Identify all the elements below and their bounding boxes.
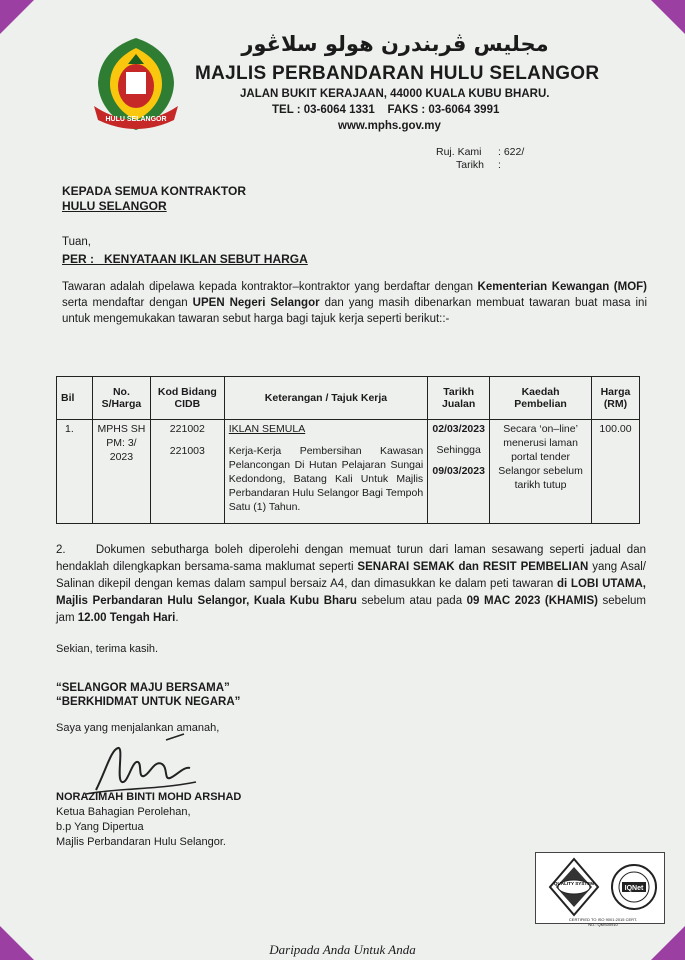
header-keterangan: Keterangan / Tajuk Kerja <box>224 377 427 420</box>
council-name: MAJLIS PERBANDARAN HULU SELANGOR <box>195 63 600 84</box>
council-address: JALAN BUKIT KERAJAAN, 44000 KUALA KUBU BHARU. <box>240 88 550 100</box>
corner-decoration-top-left <box>0 0 34 34</box>
cell-kod <box>150 420 224 524</box>
signatory-name: NORAZIMAH BINTI MOHD ARSHAD <box>56 791 242 803</box>
certification-badge <box>535 852 665 924</box>
recipient-line1: KEPADA SEMUA KONTRAKTOR <box>62 184 247 198</box>
council-website: www.mphs.gov.my <box>338 120 441 132</box>
signatory-for: b.p Yang Dipertua <box>56 821 144 833</box>
subject-line: PER : KENYATAAN IKLAN SEBUT HARGA <box>62 252 308 266</box>
quotation-table <box>56 376 640 524</box>
cell-tarikh <box>428 420 490 524</box>
logo-text: HULU SELANGOR <box>105 116 167 123</box>
certification-text: CERTIFIED TO ISO 9001:2015 CERT. NO.: QMS00910 <box>568 917 638 927</box>
header-bil: Bil <box>57 377 93 420</box>
kod-2: 221003 <box>169 445 205 457</box>
cell-bil: 1. <box>57 420 93 524</box>
tarikh-value: : <box>498 159 501 171</box>
ruj-value: : 622/ <box>498 146 525 158</box>
header-no: No. S/Harga <box>92 377 150 420</box>
council-phone: TEL : 03-6064 1331 FAKS : 03-6064 3991 <box>272 104 500 116</box>
kod-1: 221002 <box>169 423 205 435</box>
footer-slogan: Daripada Anda Untuk Anda <box>269 942 416 957</box>
salutation: Tuan, <box>62 236 91 248</box>
tarikh-to: 09/03/2023 <box>432 465 485 477</box>
closing-amanah: Saya yang menjalankan amanah, <box>56 722 220 734</box>
ket-heading: IKLAN SEMULA <box>228 423 306 435</box>
recipient <box>62 184 246 214</box>
signatory-block <box>56 790 241 850</box>
tarikh-mid: Sehingga <box>436 444 481 456</box>
tarikh-from: 02/03/2023 <box>432 423 485 435</box>
cell-harga: 100.00 <box>591 420 639 524</box>
header-kod: Kod Bidang CIDB <box>150 377 224 420</box>
cell-kaedah: Secara ‘on–line’ menerusi laman portal tender Selangor sebelum tarikh tutup <box>490 420 592 524</box>
cell-no: MPHS SH PM: 3/ 2023 <box>92 420 150 524</box>
table-row <box>57 420 640 524</box>
tarikh-label: Tarikh <box>456 159 485 171</box>
motto-line2: “BERKHIDMAT UNTUK NEGARA” <box>56 696 241 708</box>
header-tarikh: Tarikh Jualan <box>428 377 490 420</box>
paragraph-1: Tawaran adalah dipelawa kepada kontraktor–kontraktor yang berdaftar dengan Kementerian Kewangan (MOF) serta mendaftar dengan UPEN Negeri Selangor dan yang masih dibenarkan membuat tawaran buat masa ini untuk mengemukakan tawaran sebut harga bagi tajuk kerja seperti berikut::- <box>62 281 647 325</box>
mof-text: Kementerian Kewangan (MOF) <box>477 281 647 293</box>
closing-thanks: Sekian, terima kasih. <box>56 643 159 655</box>
motto-line1: “SELANGOR MAJU BERSAMA” <box>56 682 230 694</box>
cell-keterangan <box>224 420 427 524</box>
council-name-jawi: مجليس ڤربندرن هولو سلاڠور <box>241 32 549 56</box>
upen-text: UPEN Negeri Selangor <box>192 297 320 309</box>
iqnet-text: IQNet <box>624 885 644 892</box>
header-kaedah: Kaedah Pembelian <box>490 377 592 420</box>
reference-block <box>436 146 524 172</box>
quality-system-text: QUALITY SYSTEM <box>553 881 595 886</box>
motto <box>56 681 240 709</box>
signatory-org: Majlis Perbandaran Hulu Selangor. <box>56 836 226 848</box>
ket-body: Kerja-Kerja Pembersihan Kawasan Pelancongan Di Hutan Pelajaran Sungai Kedondong, Batang Kali Untuk Majlis Perbandaran Hulu Selangor Bagi Tempoh Satu (1) Tahun. <box>228 445 424 513</box>
recipient-line2: HULU SELANGOR <box>62 199 167 213</box>
table-header-row <box>57 377 640 420</box>
signatory-position: Ketua Bahagian Perolehan, <box>56 806 191 818</box>
paragraph-2: 2. Dokumen sebutharga boleh diperolehi dengan memuat turun dari laman sesawang seperti jadual dan hendaklah dilengkapkan bersama-sama maklumat seperti SENARAI SEMAK dan RESIT PEMBELIAN yang Asal/ Salinan dikepil dengan kemas dalam sampul bersaiz A4, dan dimasukkan ke dalam peti tawaran di LOBI UTAMA, Majlis Perbandaran Hulu Selangor, Kuala Kubu Bharu sebelum atau pada 09 MAC 2023 (KHAMIS) sebelum jam 12.00 Tengah Hari. <box>56 544 650 624</box>
council-logo-icon <box>88 34 184 134</box>
ruj-label: Ruj. Kami <box>436 146 482 158</box>
corner-decoration-top-right <box>651 0 685 34</box>
header-harga: Harga (RM) <box>591 377 639 420</box>
